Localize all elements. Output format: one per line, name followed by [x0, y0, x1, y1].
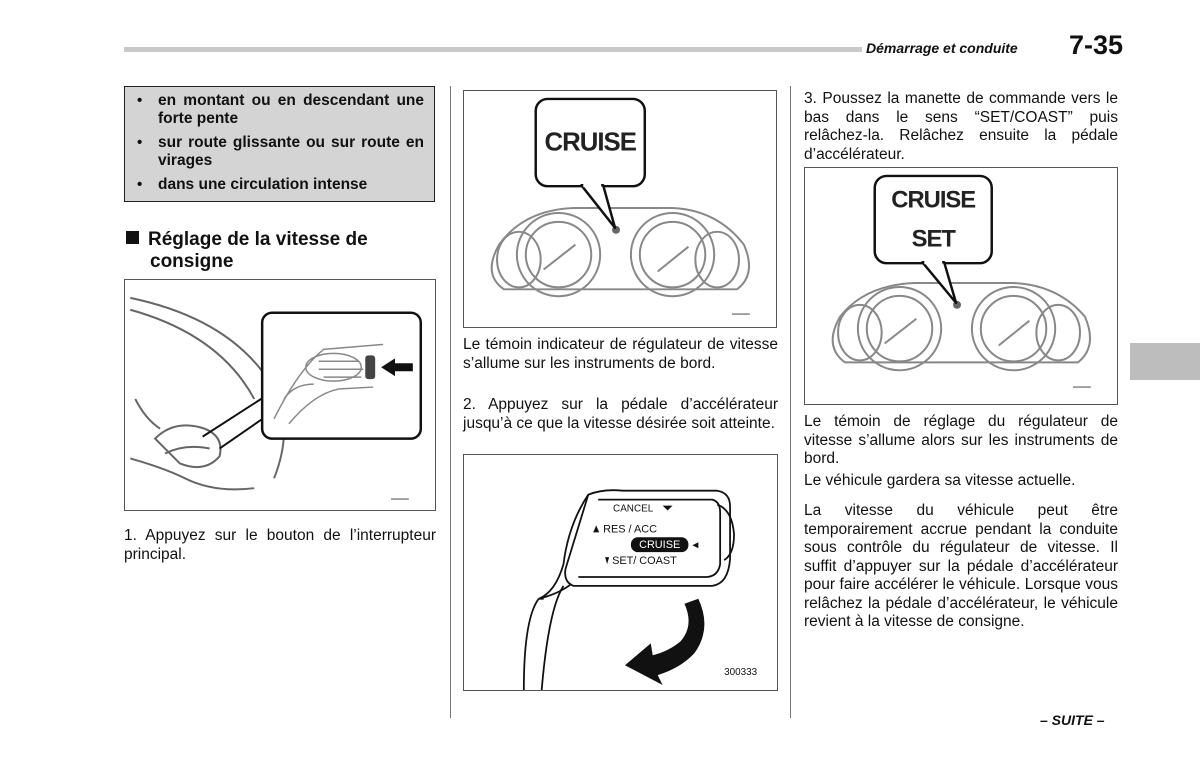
svg-text:▬▬▬: ▬▬▬ [391, 496, 409, 503]
cruise-indicator-label: CRUISE [544, 128, 636, 157]
res-acc-label: RES / ACC [603, 523, 658, 536]
header-rule [124, 47, 862, 52]
temporary-increase-text: La vitesse du véhicule peut être temporairement accrue pendant la conduite sous contrôle du régulateur de vitesse. Il suffit d’appuyer sur la pédale d’accélérateur pour faire accélérer le véhicule. Lorsque vous relâchez la pédale d’accélérateur, le véhicule revient à la vitesse de consigne. [804, 502, 1118, 630]
cruise-button-label: CRUISE [639, 539, 681, 552]
svg-text:▬▬▬: ▬▬▬ [732, 311, 750, 318]
page-number: 7-35 [1069, 30, 1124, 60]
set-indicator-label-set: SET [911, 225, 955, 253]
warning-item: • sur route glissante ou sur route en virages [135, 134, 424, 170]
column-divider-left [450, 86, 451, 718]
section-title-line1: Réglage de la vitesse de [148, 229, 368, 250]
cruise-indicator-illustration [463, 90, 777, 328]
continued-marker: – SUITE – [1040, 712, 1105, 728]
set-coast-label: SET/ COAST [612, 555, 677, 568]
step1-text: 1. Appuyez sur le bouton de l’interrupteur principal. [124, 527, 436, 563]
chapter-thumb-tab [1130, 343, 1200, 380]
svg-text:▬▬▬: ▬▬▬ [1073, 384, 1091, 391]
set-indicator-drawing [805, 168, 1117, 404]
section-title-line2: consigne [150, 251, 234, 272]
step3-text: 3. Poussez la manette de commande vers le bas dans le sens “SET/COAST” puis relâchez-la. Relâchez ensuite la pédale d’accélérateur. [804, 90, 1118, 163]
indicator-caption: Le témoin indicateur de régulateur de vitesse s’allume sur les instruments de bord. [463, 336, 778, 372]
keeps-speed-text: Le véhicule gardera sa vitesse actuelle. [804, 472, 1076, 489]
warning-item: • en montant ou en descendant une forte pente [135, 92, 424, 128]
steering-switch-drawing [125, 280, 435, 510]
cruise-indicator-drawing [464, 91, 776, 327]
set-caption: Le témoin de réglage du régulateur de vitesse s’allume alors sur les instruments de bord. [804, 413, 1118, 467]
step2-text: 2. Appuyez sur la pédale d’accélérateur jusqu’à ce que la vitesse désirée soit atteinte. [463, 396, 778, 432]
section-heading [126, 229, 436, 273]
column-divider-right [790, 86, 791, 718]
set-indicator-label-cruise: CRUISE [891, 186, 976, 214]
warning-item: • dans une circulation intense [135, 176, 424, 194]
control-lever-drawing [464, 455, 777, 690]
warning-box [124, 86, 435, 202]
set-indicator-illustration [804, 167, 1118, 405]
control-lever-illustration [463, 454, 778, 691]
chapter-title: Démarrage et conduite [866, 40, 1018, 56]
figure-number: 300333 [724, 667, 758, 679]
warning-list [125, 87, 434, 194]
steering-switch-illustration [124, 279, 436, 511]
heading-square-icon [126, 231, 139, 244]
cancel-label: CANCEL [613, 503, 654, 515]
